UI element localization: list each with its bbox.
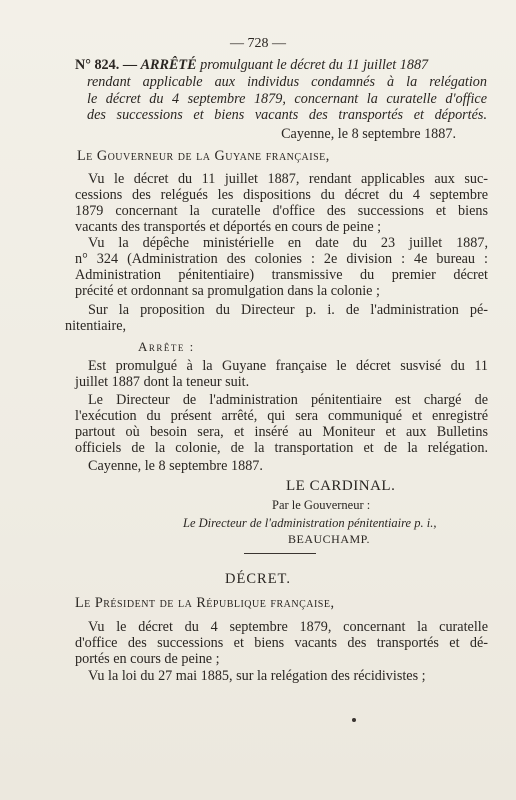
arrete-body-line-5: Vu la dépêche ministérielle en date du 23 juillet 1887, bbox=[88, 235, 488, 251]
gouverneur-heading: Le Gouverneur de la Guyane française, bbox=[77, 148, 330, 164]
arrete-body-line-1: Vu le décret du 11 juillet 1887, rendant applicables aux suc- bbox=[88, 171, 488, 187]
decision-line-6: officiels de la colonie, de la transportation et de la relégation. bbox=[75, 440, 488, 456]
arrete-title-line-1 bbox=[75, 57, 475, 73]
decision-line-1: Est promulgué à la Guyane française le décret susvisé du 11 bbox=[88, 358, 488, 374]
arrete-body-line-9: Sur la proposition du Directeur p. i. de l'administration pé- bbox=[88, 302, 488, 318]
arrete-body-line-7: Administration pénitentiaire) transmissive du premier décret bbox=[75, 267, 488, 283]
arrete-body-line-3: 1879 concernant la curatelle d'office des successions et biens bbox=[75, 203, 488, 219]
decision-line-7: Cayenne, le 8 septembre 1887. bbox=[88, 458, 263, 474]
signature-directeur-name: BEAUCHAMP. bbox=[288, 532, 371, 546]
decret-line-1: Vu le décret du 4 septembre 1879, concernant la curatelle bbox=[88, 619, 488, 635]
arrete-title-line-2: rendant applicable aux individus condamnés à la relégation bbox=[87, 74, 487, 90]
arrete-body-line-8: précité et ordonnant sa promulgation dans la colonie ; bbox=[75, 283, 380, 299]
arrete-heading: Arrête : bbox=[138, 339, 195, 354]
arrete-number: N° 824. bbox=[75, 57, 120, 73]
decret-line-2: d'office des successions et biens vacants des transportés et dé- bbox=[75, 635, 488, 651]
arrete-title-rest: promulguant le décret du 11 juillet 1887 bbox=[200, 57, 429, 73]
arrete-body-line-6: n° 324 (Administration des colonies : 2e division : 4e bureau : bbox=[75, 251, 488, 267]
arrete-dash: — bbox=[122, 57, 138, 73]
section-divider bbox=[244, 553, 316, 554]
signature-par-le-gouverneur: Par le Gouverneur : bbox=[272, 498, 371, 512]
decret-line-4: Vu la loi du 27 mai 1885, sur la relégation des récidivistes ; bbox=[88, 668, 426, 684]
arrete-title-line-3: le décret du 4 septembre 1879, concernant la curatelle d'office bbox=[87, 91, 487, 107]
decision-line-4: l'exécution du présent arrêté, qui sera communiqué et enregistré bbox=[75, 408, 488, 424]
signature-directeur-title: Le Directeur de l'administration pénitentiaire p. i., bbox=[183, 516, 437, 530]
arrete-body-line-4: vacants des transportés et déportés en cours de peine ; bbox=[75, 219, 382, 235]
arrete-place-date: Cayenne, le 8 septembre 1887. bbox=[281, 126, 456, 142]
page-number: — 728 — bbox=[230, 36, 286, 51]
decision-line-2: juillet 1887 dont la teneur suit. bbox=[75, 374, 250, 390]
decision-line-5: partout où besoin sera, et inséré au Moniteur et aux Bulletins bbox=[75, 424, 488, 440]
ink-speck bbox=[352, 718, 356, 722]
arrete-body-line-2: cessions des relégués les dispositions du décret du 4 septembre bbox=[75, 187, 488, 203]
decision-line-3: Le Directeur de l'administration pénitentiaire est chargé de bbox=[88, 392, 488, 408]
arrete-body-line-10: nitentiaire, bbox=[65, 318, 127, 334]
arrete-title-line-4: des successions et biens vacants des transportés et déportés. bbox=[87, 107, 487, 123]
signature-name: LE CARDINAL. bbox=[286, 478, 396, 494]
decret-heading: DÉCRET. bbox=[225, 571, 291, 587]
decret-line-3: portés en cours de peine ; bbox=[75, 651, 220, 667]
arrete-title-word: ARRÊTÉ bbox=[140, 57, 197, 73]
decret-president: Le Président de la République française, bbox=[75, 595, 335, 611]
